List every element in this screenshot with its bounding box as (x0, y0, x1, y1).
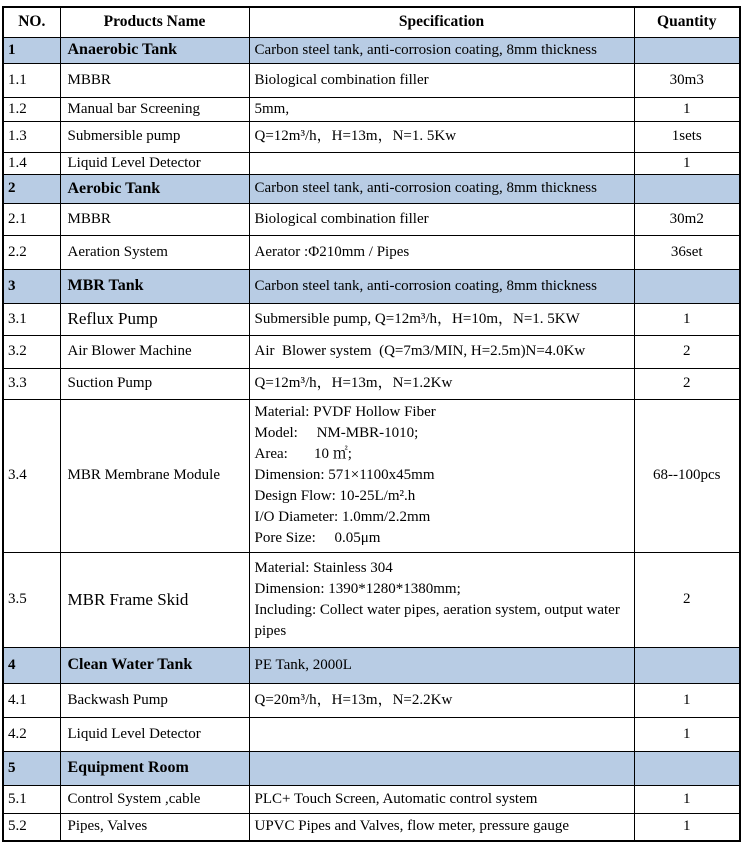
product-name: Air Blower Machine (60, 335, 249, 368)
product-name: Pipes, Valves (60, 813, 249, 841)
quantity: 2 (634, 368, 740, 399)
product-name: Submersible pump (60, 121, 249, 152)
header-no: NO. (3, 7, 60, 37)
specification (249, 203, 634, 235)
spec-line: Carbon steel tank, anti-corrosion coating, 8mm thickness (254, 180, 597, 196)
product-name: Liquid Level Detector (60, 152, 249, 174)
product-name: MBR Tank (60, 269, 249, 303)
row-no: 3.3 (3, 368, 60, 399)
table-row (3, 269, 740, 303)
row-no: 3.5 (3, 552, 60, 647)
specification (249, 97, 634, 121)
quantity: 30m2 (634, 203, 740, 235)
spec-line: Aerator :Φ210mm / Pipes (254, 243, 410, 260)
quantity: 68--100pcs (634, 399, 740, 552)
product-name: Anaerobic Tank (60, 37, 249, 63)
header-quantity: Quantity (634, 7, 740, 37)
row-no: 1 (3, 37, 60, 63)
quantity: 1 (634, 813, 740, 841)
spec-line: Q=20m³/h，H=13m，N=2.2Kw (254, 691, 453, 708)
specification (249, 63, 634, 97)
specification (249, 785, 634, 813)
product-name: Manual bar Screening (60, 97, 249, 121)
product-name: MBBR (60, 203, 249, 235)
table-row (3, 647, 740, 683)
table-row (3, 174, 740, 203)
spec-line: Pore Size: 0.05μm (254, 530, 381, 546)
specification (249, 335, 634, 368)
product-name: Aeration System (60, 235, 249, 269)
product-name: MBR Frame Skid (60, 552, 249, 647)
table-header-row (3, 7, 740, 37)
spec-line: Design Flow: 10-25L/m².h (254, 488, 416, 504)
header-specification: Specification (249, 7, 634, 37)
table-row (3, 152, 740, 174)
spec-line: Submersible pump, Q=12m³/h，H=10m，N=1. 5KW (254, 310, 580, 327)
table-row (3, 399, 740, 552)
specification (249, 269, 634, 303)
table-row (3, 813, 740, 841)
product-name: Equipment Room (60, 751, 249, 785)
table-row (3, 121, 740, 152)
specification (249, 683, 634, 717)
spec-line: Q=12m³/h，H=13m，N=1. 5Kw (254, 128, 457, 144)
row-no: 4 (3, 647, 60, 683)
quantity (634, 174, 740, 203)
row-no: 5.1 (3, 785, 60, 813)
quantity: 1 (634, 717, 740, 751)
spec-line: Air Blower system (Q=7m3/MIN, H=2.5m)N=4.0Kw (254, 343, 586, 359)
spec-line: Dimension: 571×1100x45mm (254, 467, 435, 483)
row-no: 3 (3, 269, 60, 303)
product-name: Clean Water Tank (60, 647, 249, 683)
table-row (3, 63, 740, 97)
spec-line: Model: NM-MBR-1010; (254, 425, 419, 441)
specification (249, 813, 634, 841)
row-no: 2.2 (3, 235, 60, 269)
row-no: 1.4 (3, 152, 60, 174)
specification (249, 647, 634, 683)
product-name: Aerobic Tank (60, 174, 249, 203)
product-name: MBR Membrane Module (60, 399, 249, 552)
row-no: 4.2 (3, 717, 60, 751)
table-row (3, 552, 740, 647)
quantity: 30m3 (634, 63, 740, 97)
spec-line: Area: 10 ㎡; (254, 446, 352, 462)
header-products-name: Products Name (60, 7, 249, 37)
quantity: 1 (634, 785, 740, 813)
spec-line: PE Tank, 2000L (254, 656, 352, 673)
quantity: 1 (634, 97, 740, 121)
row-no: 3.1 (3, 303, 60, 335)
quantity: 1sets (634, 121, 740, 152)
product-name: Backwash Pump (60, 683, 249, 717)
product-name: Control System ,cable (60, 785, 249, 813)
spec-line: I/O Diameter: 1.0mm/2.2mm (254, 509, 431, 525)
spec-line: PLC+ Touch Screen, Automatic control system (254, 790, 538, 807)
spec-line: Dimension: 1390*1280*1380mm; (254, 580, 461, 597)
row-no: 5.2 (3, 813, 60, 841)
table-row (3, 717, 740, 751)
product-name: Liquid Level Detector (60, 717, 249, 751)
spec-line: Q=12m³/h，H=13m，N=1.2Kw (254, 375, 453, 391)
quantity: 36set (634, 235, 740, 269)
product-name: Suction Pump (60, 368, 249, 399)
specification (249, 37, 634, 63)
quantity: 2 (634, 552, 740, 647)
table-row (3, 683, 740, 717)
row-no: 2.1 (3, 203, 60, 235)
table-row (3, 37, 740, 63)
specification (249, 121, 634, 152)
table-row (3, 97, 740, 121)
row-no: 1.2 (3, 97, 60, 121)
table-row (3, 785, 740, 813)
specification (249, 552, 634, 647)
specification (249, 235, 634, 269)
row-no: 5 (3, 751, 60, 785)
spec-line: Material: PVDF Hollow Fiber (254, 404, 436, 420)
row-no: 1.1 (3, 63, 60, 97)
table-row (3, 303, 740, 335)
row-no: 1.3 (3, 121, 60, 152)
specification (249, 399, 634, 552)
specification (249, 368, 634, 399)
products-spec-table (2, 6, 741, 842)
spec-line: Biological combination filler (254, 210, 429, 227)
specification (249, 152, 634, 174)
row-no: 2 (3, 174, 60, 203)
spec-line: UPVC Pipes and Valves, flow meter, pressure gauge (254, 818, 569, 835)
quantity (634, 647, 740, 683)
row-no: 3.4 (3, 399, 60, 552)
specification (249, 174, 634, 203)
table-row (3, 751, 740, 785)
quantity (634, 269, 740, 303)
spec-line: 5mm, (254, 100, 290, 117)
row-no: 3.2 (3, 335, 60, 368)
spec-line: Including: Collect water pipes, aeration system, output water pipes (254, 601, 624, 639)
product-name: MBBR (60, 63, 249, 97)
row-no: 4.1 (3, 683, 60, 717)
specification (249, 303, 634, 335)
quantity (634, 37, 740, 63)
specification (249, 751, 634, 785)
table-row (3, 335, 740, 368)
table-row (3, 368, 740, 399)
quantity: 2 (634, 335, 740, 368)
quantity: 1 (634, 152, 740, 174)
spec-line: Material: Stainless 304 (254, 559, 393, 576)
spec-line: Carbon steel tank, anti-corrosion coating, 8mm thickness (254, 277, 597, 294)
spec-line: Carbon steel tank, anti-corrosion coating, 8mm thickness (254, 41, 597, 58)
quantity: 1 (634, 683, 740, 717)
quantity (634, 751, 740, 785)
quantity: 1 (634, 303, 740, 335)
product-name: Reflux Pump (60, 303, 249, 335)
table-body (3, 37, 740, 841)
spec-line: Biological combination filler (254, 71, 429, 88)
table-row (3, 235, 740, 269)
table-row (3, 203, 740, 235)
specification (249, 717, 634, 751)
